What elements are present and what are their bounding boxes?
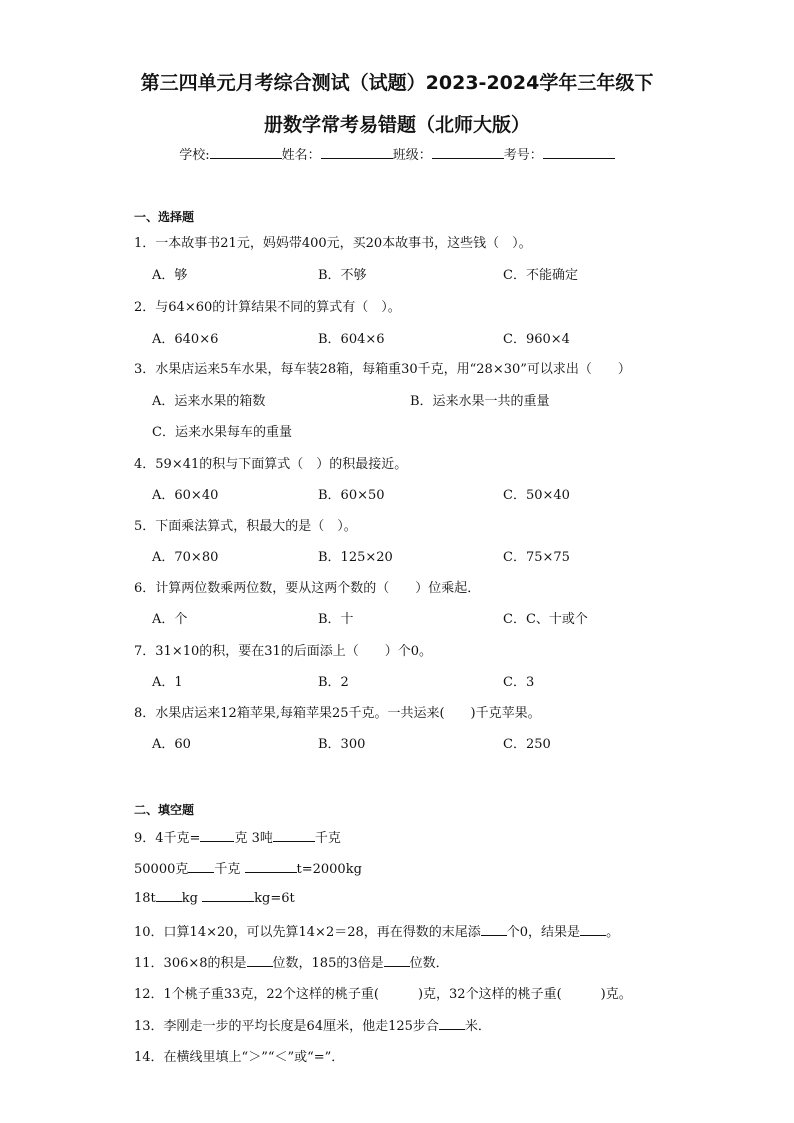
q9-text-4: 50000克	[134, 862, 189, 877]
question-3-option-a[interactable]: A．运来水果的箱数	[152, 394, 266, 409]
student-info-row	[0, 144, 794, 163]
q9-blank-5[interactable]	[156, 889, 182, 902]
q9-blank-1[interactable]	[200, 829, 234, 842]
q11-blank-2[interactable]	[384, 954, 410, 967]
q13-text-1: 13．李刚走一步的平均长度是64厘米，他走125步合	[134, 1019, 439, 1034]
question-1-stem: 1．一本故事书21元，妈妈带400元，买20本故事书，这些钱（ ）。	[134, 236, 532, 251]
q10-text-3: 。	[606, 925, 620, 940]
q9-text-1: 9．4千克=	[134, 831, 201, 846]
q10-text-2: 个0，结果是	[506, 925, 581, 940]
q13-blank-1[interactable]	[439, 1017, 465, 1030]
q10-blank-1[interactable]	[481, 923, 507, 936]
page-title-line1: 第三四单元月考综合测试（试题）2023-2024学年三年级下	[140, 72, 654, 94]
q13-text-2: 米．	[464, 1019, 491, 1034]
q9-text-6: t=2000kg	[296, 862, 362, 877]
number-label: 考号：	[503, 148, 543, 163]
question-13	[134, 1015, 491, 1034]
q9-blank-2[interactable]	[273, 829, 315, 842]
question-11	[134, 952, 449, 971]
question-3-option-c[interactable]: C．运来水果每车的重量	[152, 425, 292, 440]
question-8-option-b[interactable]: B．300	[318, 737, 366, 752]
section-heading-fill: 二、填空题	[134, 803, 195, 817]
q9-blank-3[interactable]	[188, 860, 214, 873]
question-1-option-c[interactable]: C．不能确定	[503, 268, 578, 283]
question-6-option-a[interactable]: A．个	[152, 612, 188, 627]
question-2-option-a[interactable]: A．640×6	[152, 332, 219, 347]
q9-text-7: 18t	[134, 891, 156, 906]
question-8-stem: 8．水果店运来12箱苹果,每箱苹果25千克。一共运来( )千克苹果。	[134, 706, 541, 721]
question-7-option-b[interactable]: B．2	[318, 675, 349, 690]
question-1-option-b[interactable]: B．不够	[318, 268, 367, 283]
question-2-option-b[interactable]: B．604×6	[318, 332, 385, 347]
question-3-option-b[interactable]: B．运来水果一共的重量	[410, 394, 550, 409]
question-8-option-a[interactable]: A．60	[152, 737, 191, 752]
question-9-line2	[134, 858, 362, 877]
number-blank[interactable]	[543, 146, 615, 159]
school-label: 学校:	[179, 148, 210, 163]
q10-blank-2[interactable]	[580, 923, 606, 936]
question-5-option-c[interactable]: C．75×75	[503, 550, 570, 565]
question-2-option-c[interactable]: C．960×4	[503, 332, 570, 347]
question-5-stem: 5．下面乘法算式，积最大的是（ ）。	[134, 519, 357, 534]
q9-text-3: 千克	[314, 831, 341, 846]
question-4-stem: 4．59×41的积与下面算式（ ）的积最接近。	[134, 457, 408, 472]
question-6-option-c[interactable]: C．C、十或个	[503, 612, 588, 627]
question-4-option-a[interactable]: A．60×40	[152, 488, 219, 503]
q11-text-2: 位数，185的3倍是	[272, 956, 384, 971]
q11-text-3: 位数．	[409, 956, 449, 971]
question-14: 14．在横线里填上“＞”“＜”或“=”．	[134, 1050, 345, 1065]
page-title-line2: 册数学常考易错题（北师大版）	[263, 114, 530, 136]
q9-text-8: kg	[181, 891, 203, 906]
question-10	[134, 921, 619, 940]
question-4-option-b[interactable]: B．60×50	[318, 488, 385, 503]
question-2-stem: 2．与64×60的计算结果不同的算式有（ ）。	[134, 300, 401, 315]
question-7-option-a[interactable]: A．1	[152, 675, 183, 690]
question-4-option-c[interactable]: C．50×40	[503, 488, 570, 503]
question-9-line1	[134, 827, 341, 846]
name-blank[interactable]	[321, 146, 393, 159]
question-1-option-a[interactable]: A．够	[152, 268, 188, 283]
q11-blank-1[interactable]	[247, 954, 273, 967]
q9-blank-4[interactable]	[245, 860, 297, 873]
question-6-option-b[interactable]: B．十	[318, 612, 354, 627]
q11-text-1: 11．306×8的积是	[134, 956, 247, 971]
school-blank[interactable]	[210, 146, 282, 159]
question-5-option-a[interactable]: A．70×80	[152, 550, 219, 565]
section-heading-choice: 一、选择题	[134, 210, 195, 224]
question-7-stem: 7．31×10的积，要在31的后面添上（ ）个0。	[134, 644, 433, 659]
name-label: 姓名：	[281, 148, 321, 163]
question-9-line3	[134, 889, 295, 906]
q9-text-9: kg=6t	[254, 891, 295, 906]
q9-text-2: 克 3吨	[234, 831, 273, 846]
q9-blank-6[interactable]	[202, 889, 254, 902]
question-7-option-c[interactable]: C．3	[503, 675, 535, 690]
question-3-stem: 3．水果店运来5车水果，每车装28箱，每箱重30千克，用“28×30”可以求出（ ）	[134, 362, 631, 377]
question-5-option-b[interactable]: B．125×20	[318, 550, 393, 565]
class-blank[interactable]	[432, 146, 504, 159]
q9-text-5: 千克	[214, 862, 245, 877]
question-12: 12．1个桃子重33克，22个这样的桃子重( )克，32个这样的桃子重( )克。	[134, 987, 632, 1002]
question-6-stem: 6．计算两位数乘两位数，要从这两个数的（ ）位乘起．	[134, 581, 481, 596]
class-label: 班级：	[392, 148, 432, 163]
q10-text-1: 10．口算14×20，可以先算14×2＝28，再在得数的末尾添	[134, 925, 481, 940]
question-8-option-c[interactable]: C．250	[503, 737, 551, 752]
